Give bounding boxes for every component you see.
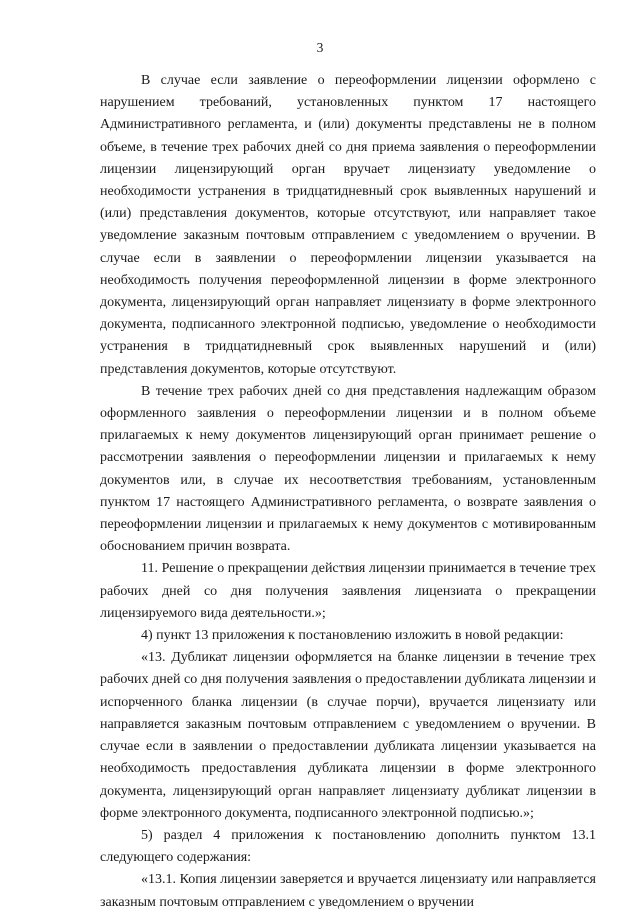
- page-number: 3: [316, 40, 324, 55]
- paragraph-duplicate: «13. Дубликат лицензии оформляется на бланке лицензии в течение трех рабочих дней со дня получения заявления о предоставлении дубликата лицензии и испорченного бланка лицензии (в случае порчи), вручается лицензиату или направляется заказным почтовым отправлением с уведомлением о вручении. В случае если в заявлении о предоставлении дубликата лицензии указывается на необходимость предоставления дубликата лицензии в форме электронного документа, лицензирующий орган направляет лицензиату дубликат лицензии в форме электронного документа, подписанного электронной подписью.»;: [100, 650, 596, 821]
- paragraph-item-5: 5) раздел 4 приложения к постановлению дополнить пунктом 13.1 следующего содержания:: [100, 827, 596, 866]
- paragraph-termination: 11. Решение о прекращении действия лицензии принимается в течение трех рабочих дней со дня получения заявления лицензиата о прекращении лицензируемого вида деятельности.»;: [100, 561, 596, 621]
- paragraph-item-4: 4) пункт 13 приложения к постановлению изложить в новой редакции:: [141, 628, 564, 644]
- paragraph-reissue-violations: В случае если заявление о переоформлении лицензии оформлено с нарушением требований, установленных пунктом 17 настоящего Административного регламента, и (или) документы представлены не в полном объеме, в течение трех рабочих дней со дня приема заявления о переоформлении лицензии лицензирующий орган вручает лицензиату уведомление о необходимости устранения в тридцатидневный срок выявленных нарушений и (или) представления документов, которые отсутствуют, или направляет такое уведомление заказным почтовым отправлением с уведомлением о вручении. В случае если в заявлении о переоформлении лицензии указывается на необходимость получения переоформленной лицензии в форме электронного документа, лицензирующий орган направляет лицензиату в форме электронного документа, подписанного электронной подписью, уведомление о необходимости устранения в тридцатидневный срок выявленных нарушений и (или) представления документов, которые отсутствуют.: [100, 73, 596, 377]
- paragraph-reissue-decision: В течение трех рабочих дней со дня представления надлежащим образом оформленного заявления о переоформлении лицензии и в полном объеме прилагаемых к нему документов лицензирующий орган принимает решение о рассмотрении заявления о переоформлении лицензии и прилагаемых к нему документов или, в случае их несоответствия требованиям, установленным пунктом 17 настоящего Административного регламента, о возврате заявления о переоформлении лицензии и прилагаемых к нему документов с мотивированным обоснованием причин возврата.: [100, 383, 596, 555]
- paragraph-copy: «13.1. Копия лицензии заверяется и вручается лицензиату или направляется заказным почтовым отправлением с уведомлением о вручении: [100, 872, 596, 910]
- document-body: [100, 70, 596, 914]
